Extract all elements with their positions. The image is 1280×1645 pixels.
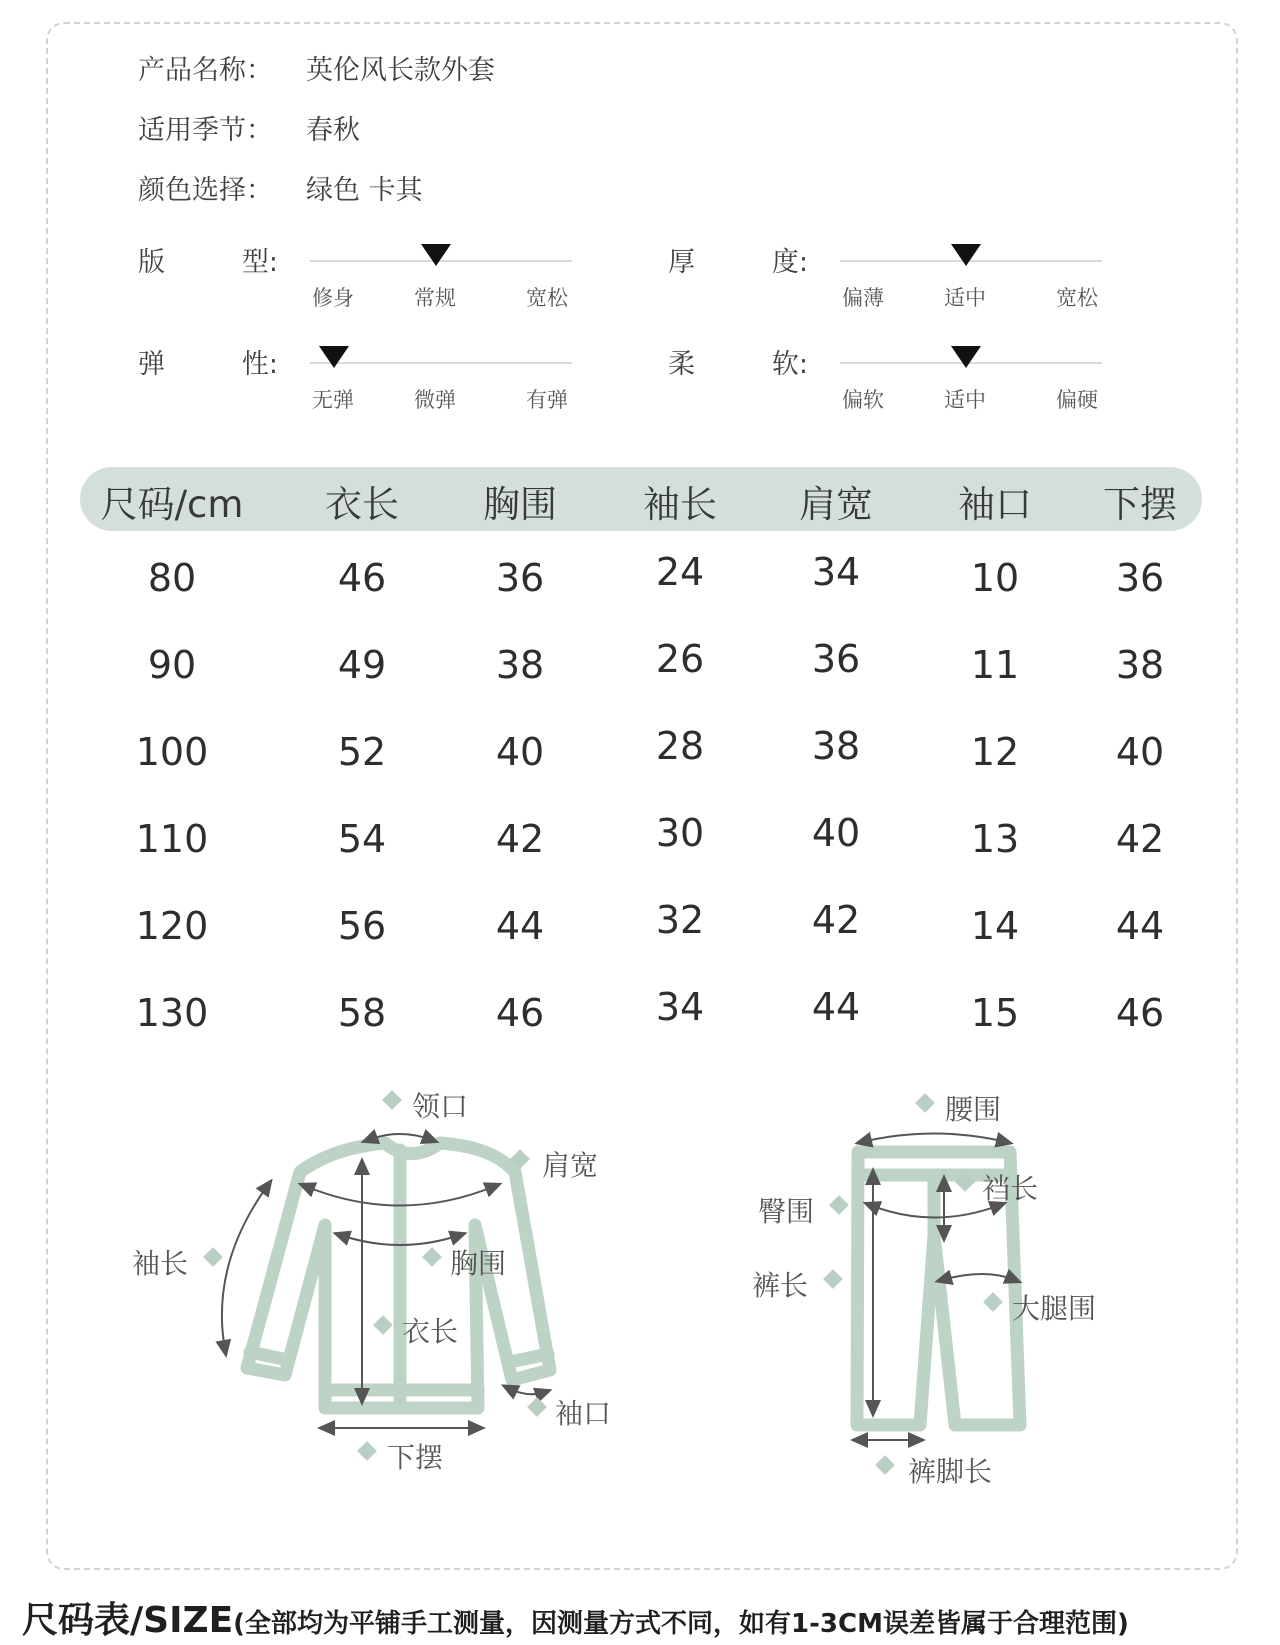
table-cell: 56 bbox=[337, 904, 387, 948]
table-header-cell: 尺码/cm bbox=[100, 483, 244, 526]
table-cell: 130 bbox=[135, 991, 209, 1035]
scale-option: 微弹 bbox=[414, 388, 456, 412]
table-cell: 34 bbox=[655, 985, 705, 1029]
label-waist: 腰围 bbox=[945, 1093, 1002, 1126]
table-header-cell: 肩宽 bbox=[799, 483, 873, 526]
table-cell: 38 bbox=[1115, 643, 1165, 687]
color-label: 颜色选择： bbox=[138, 175, 273, 206]
table-cell: 15 bbox=[970, 991, 1020, 1035]
season-label: 适用季节： bbox=[138, 115, 273, 146]
table-cell: 46 bbox=[337, 556, 387, 600]
scale-option: 常规 bbox=[414, 286, 456, 310]
scale-option: 偏硬 bbox=[1056, 388, 1098, 412]
table-cell: 12 bbox=[970, 730, 1020, 774]
color-value: 绿色 卡其 bbox=[306, 175, 423, 206]
product-name-label: 产品名称： bbox=[138, 55, 273, 86]
table-cell: 11 bbox=[970, 643, 1020, 687]
scale-option: 偏薄 bbox=[842, 286, 884, 310]
attribute-label: 弹 性: bbox=[138, 349, 278, 380]
label-chest: 胸围 bbox=[450, 1247, 507, 1280]
table-cell: 110 bbox=[135, 817, 209, 861]
attribute-label: 版 型: bbox=[138, 247, 278, 278]
table-cell: 100 bbox=[135, 730, 209, 774]
table-cell: 30 bbox=[655, 811, 705, 855]
table-cell: 38 bbox=[811, 724, 861, 768]
table-header-cell: 袖口 bbox=[958, 483, 1032, 526]
table-cell: 32 bbox=[655, 898, 705, 942]
label-cuff: 袖口 bbox=[555, 1397, 612, 1430]
scale-option: 适中 bbox=[944, 286, 986, 310]
table-cell: 90 bbox=[147, 643, 197, 687]
table-cell: 52 bbox=[337, 730, 387, 774]
table-cell: 44 bbox=[495, 904, 545, 948]
label-hip: 臀围 bbox=[758, 1195, 815, 1228]
table-cell: 44 bbox=[1115, 904, 1165, 948]
label-length: 衣长 bbox=[402, 1315, 459, 1348]
scale-option: 偏软 bbox=[842, 388, 884, 412]
table-cell: 58 bbox=[337, 991, 387, 1035]
table-cell: 40 bbox=[811, 811, 861, 855]
scale-option: 无弹 bbox=[312, 388, 354, 412]
table-cell: 120 bbox=[135, 904, 209, 948]
table-cell: 49 bbox=[337, 643, 387, 687]
table-cell: 26 bbox=[655, 637, 705, 681]
table-cell: 36 bbox=[1115, 556, 1165, 600]
table-cell: 36 bbox=[495, 556, 545, 600]
table-cell: 34 bbox=[811, 550, 861, 594]
table-header-cell: 衣长 bbox=[325, 483, 399, 526]
scale-option: 修身 bbox=[312, 286, 354, 310]
label-sleeve-length: 袖长 bbox=[132, 1247, 189, 1280]
table-cell: 54 bbox=[337, 817, 387, 861]
table-cell: 80 bbox=[147, 556, 197, 600]
table-header-cell: 袖长 bbox=[643, 483, 717, 526]
footer-title: 尺码表/SIZE bbox=[22, 1600, 234, 1641]
attribute-label: 柔 软: bbox=[668, 349, 808, 380]
table-header-cell: 胸围 bbox=[483, 483, 557, 526]
table-cell: 36 bbox=[811, 637, 861, 681]
table-cell: 46 bbox=[495, 991, 545, 1035]
table-cell: 40 bbox=[495, 730, 545, 774]
table-cell: 46 bbox=[1115, 991, 1165, 1035]
label-hem: 下摆 bbox=[387, 1441, 444, 1474]
table-cell: 14 bbox=[970, 904, 1020, 948]
table-header-cell: 下摆 bbox=[1103, 483, 1177, 526]
scale-option: 适中 bbox=[944, 388, 986, 412]
scale-option: 宽松 bbox=[1056, 286, 1098, 310]
label-rise: 裆长 bbox=[982, 1172, 1039, 1205]
table-cell: 40 bbox=[1115, 730, 1165, 774]
table-cell: 28 bbox=[655, 724, 705, 768]
label-shoulder: 肩宽 bbox=[542, 1149, 599, 1182]
label-leg-opening: 裤脚长 bbox=[908, 1455, 993, 1488]
footer bbox=[22, 1592, 1129, 1643]
table-cell: 10 bbox=[970, 556, 1020, 600]
label-pant-length: 裤长 bbox=[752, 1269, 809, 1302]
scale-option: 有弹 bbox=[526, 388, 568, 412]
table-cell: 44 bbox=[811, 985, 861, 1029]
scale-option: 宽松 bbox=[526, 286, 568, 310]
label-thigh: 大腿围 bbox=[1012, 1292, 1097, 1325]
table-cell: 42 bbox=[1115, 817, 1165, 861]
footer-note: (全部均为平铺手工测量，因测量方式不同，如有1-3CM误差皆属于合理范围) bbox=[233, 1609, 1129, 1639]
table-cell: 13 bbox=[970, 817, 1020, 861]
table-cell: 42 bbox=[495, 817, 545, 861]
label-collar: 领口 bbox=[412, 1090, 469, 1123]
table-cell: 24 bbox=[655, 550, 705, 594]
product-name-value: 英伦风长款外套 bbox=[306, 55, 495, 86]
attribute-label: 厚 度: bbox=[668, 247, 808, 278]
table-cell: 38 bbox=[495, 643, 545, 687]
table-cell: 42 bbox=[811, 898, 861, 942]
season-value: 春秋 bbox=[306, 115, 360, 146]
